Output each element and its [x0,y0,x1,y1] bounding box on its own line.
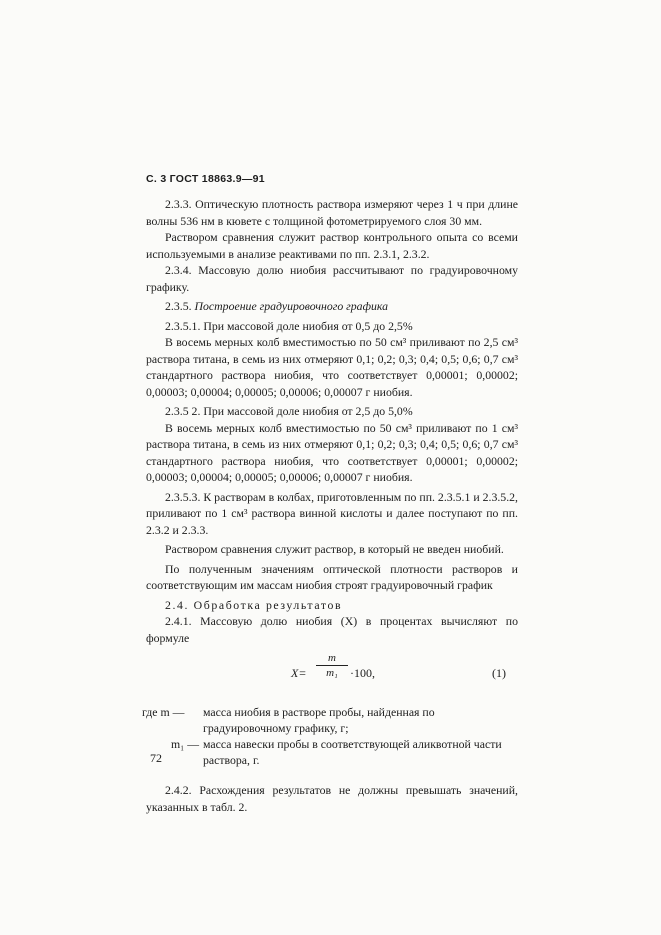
paragraph-2-4-2: 2.4.2. Расхождения результатов не должны превышать значений, указанных в табл. 2. [146,783,518,814]
formula-lhs: X= [291,666,307,680]
running-header: С. 3 ГОСТ 18863.9—91 [146,173,265,185]
definition-label-m: где m — [142,705,185,719]
paragraph-2-3-3: 2.3.3. Оптическую плотность раствора измеряют через 1 ч при длине волны 536 нм в кювете с толщиной фотометрируемого слоя 30 мм. [146,197,518,228]
definition-text-m1: масса навески пробы в соответствующей аликвотной части раствора, г. [203,737,502,767]
formula-fraction [316,652,348,679]
formula-rest: ·100, [350,666,375,680]
definition-text-m: масса ниобия в растворе пробы, найденная по градуировочному графику, г; [203,705,435,735]
definition-m [142,704,518,736]
section-number: 2.3.5. [165,299,192,313]
fraction-bar [316,665,348,666]
section-title: Построение градуировочного графика [194,299,388,313]
paragraph-reference-solution: Раствором сравнения служит раствор контрольного опыта со всеми используемыми в анализе реактивами по пп. 2.3.1, 2.3.2. [146,230,518,261]
paragraph-calibration-graph: По полученным значениям оптической плотности растворов и соответствующим им массам ниобия строят градуировочный график [146,561,518,592]
section-heading-2-3-5 [146,298,518,315]
paragraph-2-3-4: 2.3.4. Массовую долю ниобия рассчитывают по градуировочному графику. [146,263,518,294]
formula-denominator: m₁ [326,667,338,679]
paragraph-2-3-5-2: 2.3.5 2. При массовой доле ниобия от 2,5 до 5,0% [165,404,413,418]
paragraph-procedure-2: В восемь мерных колб вместимостью по 50 см³ приливают по 1 см³ раствора титана, в семь из них отмеряют 0,1; 0,2; 0,3; 0,4; 0,5; 0,6; 0,7 см³ стандартного раствора ниобия, что соответствует 0,00001; 0,00002; 0,00003; 0,00004; 0,00005; 0,00006; 0,00007 г ниобия. [146,420,518,484]
formula-1 [146,652,518,696]
paragraph-reference-solution-2: Раствором сравнения служит раствор, в который не введен ниобий. [165,542,504,556]
definition-m1 [146,736,518,768]
formula-numerator: m [328,652,336,664]
text-column [142,196,518,815]
section-heading-2-4: 2.4. Обработка результатов [165,597,343,612]
variable-definitions [142,704,518,768]
paragraph-procedure-1: В восемь мерных колб вместимостью по 50 см³ приливают по 2,5 см³ раствора титана, в семь из них отмеряют 0,1; 0,2; 0,3; 0,4; 0,5; 0,6; 0,7 см³ стандартного раствора ниобия, что соответствует 0,00001; 0,00002; 0,00003; 0,00004; 0,00005; 0,00006; 0,00007 г ниобия. [146,335,518,399]
paragraph-2-4-1: 2.4.1. Массовую долю ниобия (X) в процентах вычисляют по формуле [146,614,518,645]
definition-label-m1: m₁ — [171,737,200,751]
formula-number: (1) [492,666,506,680]
paragraph-2-3-5-1: 2.3.5.1. При массовой доле ниобия от 0,5 до 2,5% [165,318,413,333]
page-number: 72 [150,751,162,765]
paragraph-2-3-5-3: 2.3.5.3. К растворам в колбах, приготовленным по пп. 2.3.5.1 и 2.3.5.2, приливают по 1 см³ раствора винной кислоты и далее поступают по пп. 2.3.2 и 2.3.3. [146,489,518,537]
